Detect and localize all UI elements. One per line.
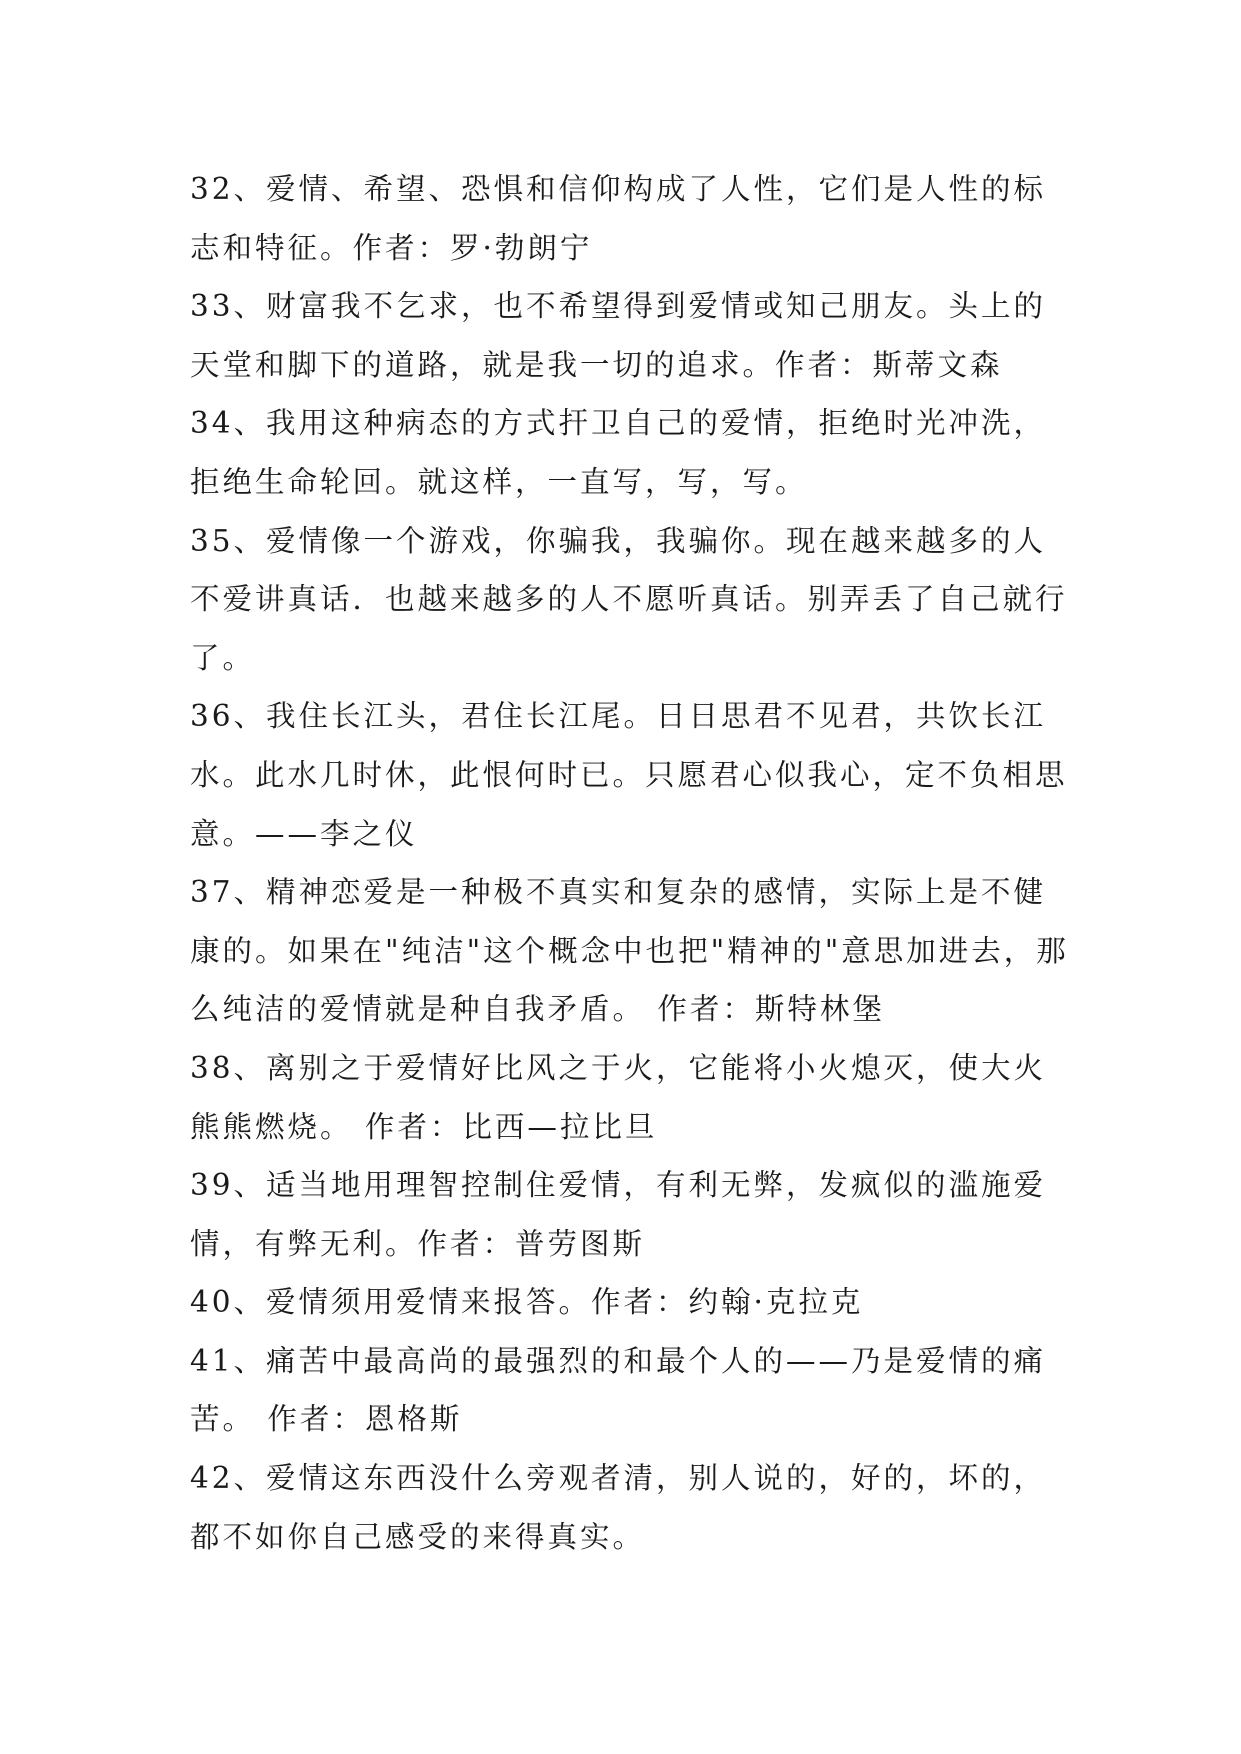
quote-paragraph-35: 35、爱情像一个游戏，你骗我，我骗你。现在越来越多的人不爱讲真话．也越来越多的人不愿听真话。别弄丢了自己就行了。 (190, 523, 1068, 675)
quote-paragraph-34: 34、我用这种病态的方式扞卫自己的爱情，拒绝时光冲洗，拒绝生命轮回。就这样，一直写，写，写。 (190, 406, 1047, 499)
quote-list (190, 160, 1070, 1566)
quote-paragraph-36: 36、我住长江头，君住长江尾。日日思君不见君，共饮长江水。此水几时休，此恨何时已。只愿君心似我心，定不负相思意。——李之仪 (190, 699, 1068, 851)
quote-paragraph-32: 32、爱情、希望、恐惧和信仰构成了人性，它们是人性的标志和特征。作者：罗·勃朗宁 (190, 172, 1047, 265)
quote-paragraph-40: 40、爱情须用爱情来报答。作者：约翰·克拉克 (190, 1285, 864, 1320)
quote-paragraph-39: 39、适当地用理智控制住爱情，有利无弊，发疯似的滥施爱情，有弊无利。作者：普劳图斯 (190, 1168, 1047, 1261)
quote-paragraph-37: 37、精神恋爱是一种极不真实和复杂的感情，实际上是不健康的。如果在"纯洁"这个概念中也把"精神的"意思加进去，那么纯洁的爱情就是种自我矛盾。 作者：斯特林堡 (190, 875, 1069, 1027)
quote-paragraph-41: 41、痛苦中最高尚的最强烈的和最个人的——乃是爱情的痛苦。 作者：恩格斯 (190, 1343, 1047, 1437)
quote-paragraph-38: 38、离别之于爱情好比风之于火，它能将小火熄灭，使大火熊熊燃烧。 作者：比西—拉比旦 (190, 1050, 1047, 1144)
quote-paragraph-33: 33、财富我不乞求，也不希望得到爱情或知己朋友。头上的天堂和脚下的道路，就是我一切的追求。作者：斯蒂文森 (190, 289, 1047, 382)
quote-paragraph-42: 42、爱情这东西没什么旁观者清，别人说的，好的，坏的，都不如你自己感受的来得真实。 (190, 1461, 1047, 1554)
